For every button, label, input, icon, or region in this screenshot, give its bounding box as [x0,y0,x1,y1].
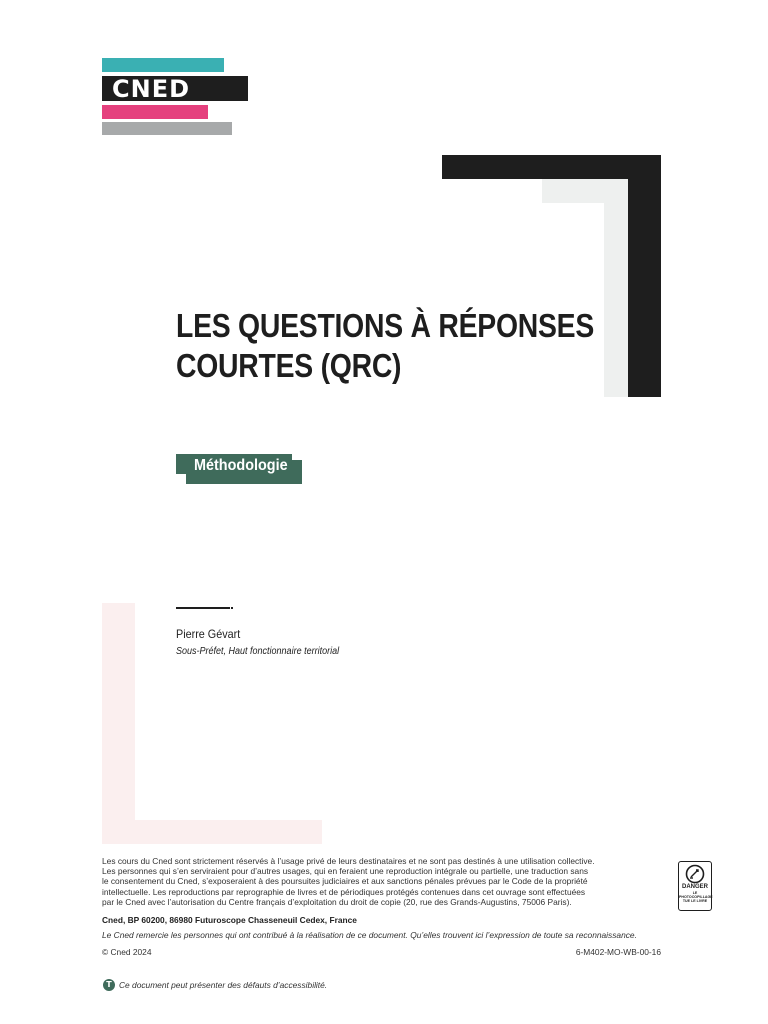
danger-label: DANGER [681,884,708,890]
logo-bar-teal [102,58,224,72]
accessibility-icon: T [103,979,115,991]
reference-code: 6-M402-MO-WB-00-16 [575,947,661,957]
legal-line: par le Cned avec l’autorisation du Centre français d’exploitation du droit de copie (20, rue des Grands-Augustins, 75006 Paris). [102,896,572,907]
decorative-frame-horizontal [102,820,322,844]
category-badge-label: Méthodologie [194,457,288,474]
copyright: © Cned 2024 [102,947,152,957]
legal-line: Les cours du Cned sont strictement réservés à l’usage privé de leurs destinataires et ne sont pas destinés à une utilisation collective. [102,856,595,866]
corner-frame-grey-right [604,179,628,397]
category-badge [186,457,302,484]
author-divider-dot [231,607,233,609]
title-line-1: LES QUESTIONS À RÉPONSES [176,307,595,344]
title-line-2: COURTES (QRC) [176,347,402,384]
decorative-frame-vertical [102,603,135,844]
cned-logo-text: CNED [112,75,191,103]
legal-address: Cned, BP 60200, 86980 Futuroscope Chasseneuil Cedex, France [102,915,357,925]
author-name: Pierre Gévart [176,627,241,641]
legal-thanks: Le Cned remercie les personnes qui ont contribué à la réalisation de ce document. Qu’elles trouvent ici l’expression de toute sa reconnaissance. [102,930,637,940]
danger-sub-3: TUE LE LIVRE [682,899,708,903]
author-divider [176,607,230,609]
legal-line: intellectuelle. Les reproductions par reprographie de livres et de périodiques protégés contenues dans cet ouvrage sont effectuées [102,886,586,897]
legal-notice [102,856,662,907]
photocopillage-icon [684,864,706,884]
accessibility-note: Ce document peut présenter des défauts d’accessibilité. [119,980,328,990]
photocopillage-logo [678,861,712,911]
logo-bar-grey [102,122,232,135]
danger-sub-1: LE [692,891,698,895]
legal-line: le consentement du Cned, s’exposeraient à des poursuites judiciaires et aux sanctions pénales prévues par le Code de la propriété [102,876,588,887]
danger-sub-2: PHOTOCOPILLAGE [679,895,713,899]
legal-line: Les personnes qui s’en serviraient pour d’autres usages, qui en feraient une reproduction intégrale ou partielle, une traduction sans [102,866,589,877]
document-title [176,306,595,386]
author-role: Sous-Préfet, Haut fonctionnaire territorial [176,646,340,657]
logo-bar-pink [102,105,208,119]
corner-frame-black-right [628,155,661,397]
